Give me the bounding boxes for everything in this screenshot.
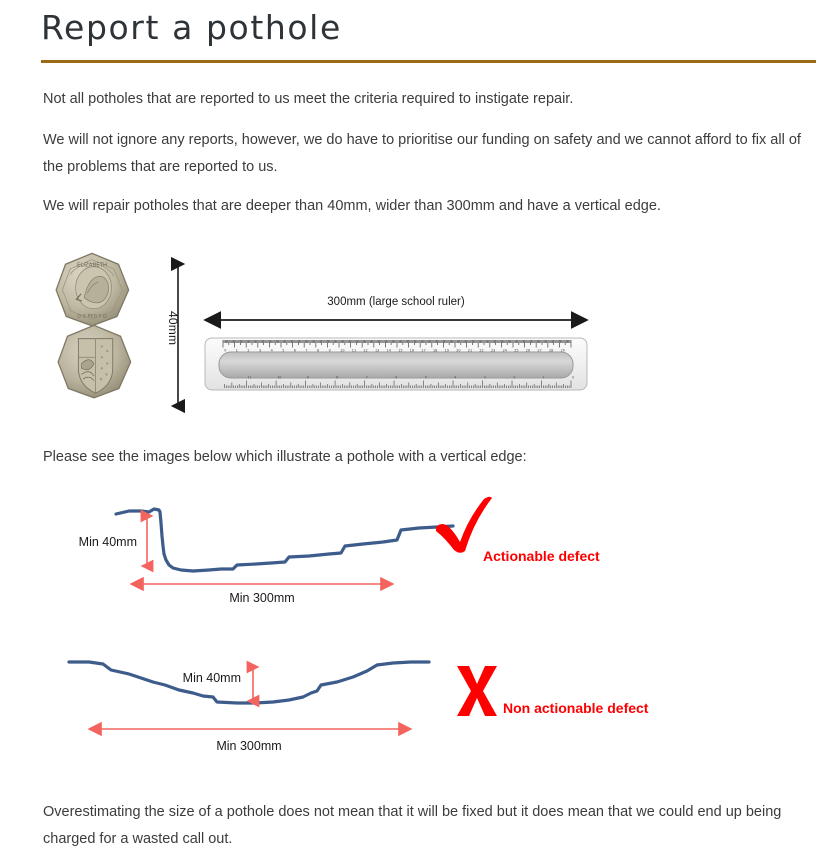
svg-text:4: 4 bbox=[270, 348, 273, 353]
svg-text:25: 25 bbox=[514, 348, 519, 353]
ruler-figure bbox=[201, 296, 591, 401]
svg-text:12: 12 bbox=[363, 348, 368, 353]
svg-text:8: 8 bbox=[336, 375, 339, 380]
svg-text:1: 1 bbox=[542, 375, 545, 380]
intro-paragraph-funding: We will not ignore any reports, however, we do have to prioritise our funding on safety and we cannot afford to fix all of the problems that are reported to us. bbox=[43, 132, 801, 175]
svg-text:29: 29 bbox=[560, 348, 565, 353]
svg-text:27: 27 bbox=[537, 348, 542, 353]
actionable-width-label: Min 300mm bbox=[229, 591, 295, 605]
svg-text:17: 17 bbox=[421, 348, 426, 353]
title-divider bbox=[41, 60, 816, 63]
svg-text:7: 7 bbox=[365, 375, 368, 380]
svg-text:18: 18 bbox=[433, 348, 438, 353]
svg-text:26: 26 bbox=[525, 348, 531, 353]
coin-obverse-icon bbox=[53, 251, 131, 329]
svg-text:14: 14 bbox=[386, 348, 391, 353]
svg-text:6: 6 bbox=[293, 348, 296, 353]
svg-text:0: 0 bbox=[572, 375, 575, 380]
svg-text:11: 11 bbox=[247, 375, 252, 380]
depth-dimension-40mm bbox=[166, 255, 201, 415]
defect-intro-paragraph: Please see the images below which illustrate a pothole with a vertical edge: bbox=[43, 449, 527, 465]
non-actionable-depth-label: Min 40mm bbox=[182, 671, 241, 685]
non-actionable-defect-figure bbox=[41, 640, 741, 775]
svg-text:9: 9 bbox=[306, 375, 309, 380]
svg-text:ELIZABETH: ELIZABETH bbox=[76, 262, 108, 269]
non-actionable-width-label: Min 300mm bbox=[216, 739, 282, 753]
cross-mark-icon bbox=[456, 664, 498, 718]
scale-reference-figure bbox=[41, 248, 601, 423]
svg-text:2: 2 bbox=[247, 348, 250, 353]
svg-text:8: 8 bbox=[317, 348, 320, 353]
intro-paragraph-criteria: Not all potholes that are reported to us meet the criteria required to instigate repair. bbox=[43, 91, 574, 107]
svg-text:10: 10 bbox=[277, 375, 282, 380]
svg-text:21: 21 bbox=[467, 348, 473, 353]
ruler-caption: 300mm (large school ruler) bbox=[327, 296, 465, 308]
svg-text:15: 15 bbox=[398, 348, 403, 353]
depth-dimension-label: 40mm bbox=[166, 311, 180, 346]
svg-text:1: 1 bbox=[235, 348, 238, 353]
svg-text:28: 28 bbox=[549, 348, 554, 353]
svg-text:10: 10 bbox=[340, 348, 345, 353]
intro-paragraph-thresholds: We will repair potholes that are deeper than 40mm, wider than 300mm and have a vertical edge. bbox=[43, 198, 661, 214]
actionable-defect-figure bbox=[41, 478, 741, 608]
svg-text:2: 2 bbox=[513, 375, 516, 380]
svg-text:5: 5 bbox=[424, 375, 427, 380]
svg-text:20: 20 bbox=[456, 348, 461, 353]
svg-text:0: 0 bbox=[224, 348, 227, 353]
coin-reverse-icon bbox=[55, 323, 133, 401]
svg-text:3: 3 bbox=[259, 348, 262, 353]
page-title: Report a pothole bbox=[41, 8, 342, 47]
svg-text:4: 4 bbox=[454, 375, 457, 380]
svg-text:7: 7 bbox=[305, 348, 308, 353]
actionable-defect-verdict: Actionable defect bbox=[483, 548, 600, 564]
svg-text:19: 19 bbox=[444, 348, 449, 353]
svg-text:13: 13 bbox=[375, 348, 380, 353]
svg-text:11: 11 bbox=[351, 348, 357, 353]
svg-text:16: 16 bbox=[409, 348, 415, 353]
check-mark-icon bbox=[434, 493, 494, 555]
non-actionable-defect-verdict: Non actionable defect bbox=[503, 700, 649, 716]
svg-text:3: 3 bbox=[483, 375, 486, 380]
svg-text:D G REG F D: D G REG F D bbox=[77, 314, 107, 320]
svg-text:24: 24 bbox=[502, 348, 507, 353]
svg-text:6: 6 bbox=[395, 375, 398, 380]
svg-text:5: 5 bbox=[282, 348, 285, 353]
svg-text:23: 23 bbox=[491, 348, 496, 353]
actionable-depth-label: Min 40mm bbox=[78, 535, 137, 549]
closing-paragraph: Overestimating the size of a pothole does not mean that it will be fixed but it does mean that we could end up being charged for a wasted call out. bbox=[43, 804, 782, 847]
svg-text:9: 9 bbox=[328, 348, 331, 353]
svg-text:22: 22 bbox=[479, 348, 484, 353]
